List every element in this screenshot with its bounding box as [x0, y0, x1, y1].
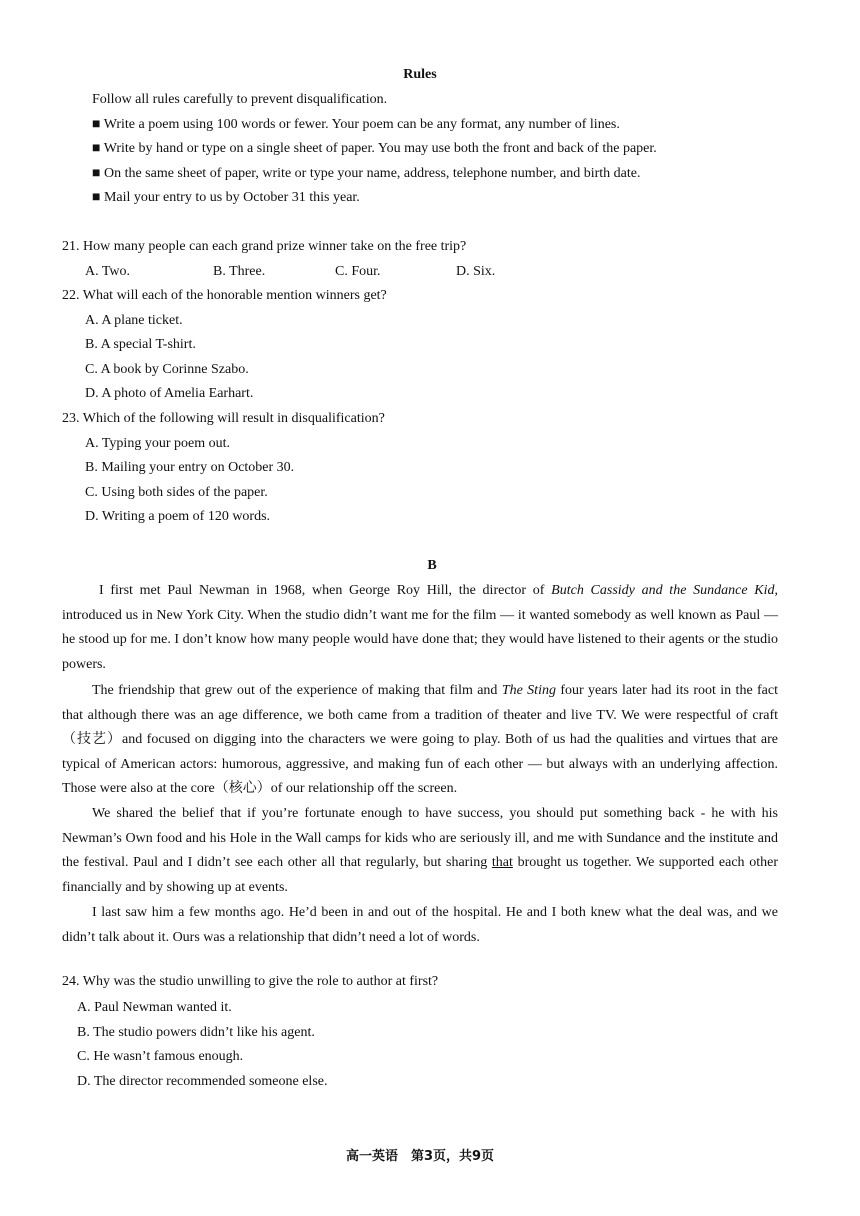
option-23-d: D. Writing a poem of 120 words.	[85, 509, 271, 524]
option-24-b: B. The studio powers didn’t like his agent.	[77, 1025, 315, 1040]
passage-paragraph-2	[62, 679, 778, 802]
option-24-c: C. He wasn’t famous enough.	[77, 1049, 244, 1064]
rule-item: ■ Mail your entry to us by October 31 this year.	[92, 190, 360, 205]
passage-paragraph-4: I last saw him a few months ago. He’d been in and out of the hospital. He and I both knew what the deal was, and we didn’t talk about it. Ours was a relationship that didn’t need a lot of words.	[62, 905, 778, 945]
section-b-title: B	[427, 558, 437, 573]
option-22-b: B. A special T-shirt.	[85, 337, 196, 352]
rule-item: ■ Write by hand or type on a single sheet of paper. You may use both the front and back of the paper.	[92, 141, 657, 156]
film-title: The Sting	[501, 683, 556, 698]
rules-intro: Follow all rules carefully to prevent disqualification.	[92, 92, 388, 107]
option-21-a: A. Two.	[85, 264, 131, 279]
rules-title: Rules	[403, 67, 437, 82]
option-24-d: D. The director recommended someone else.	[77, 1074, 328, 1089]
p3-text: We shared the belief that if you’re fortunate enough to have success, you should put something back - he with his Newman’s Own food and his Hole in the Wall camps for kids who are seriously ill, and me with Sundance and the institute and the festival. Paul and I didn’t see each other all that regularly, but sharing	[62, 806, 778, 871]
option-22-d: D. A photo of Amelia Earhart.	[85, 386, 254, 401]
option-23-b: B. Mailing your entry on October 30.	[85, 460, 295, 475]
p2-text: four years later had its root in the fact that although there was an age difference, we both came from a tradition of theater and live TV. We were respectful of craft（技艺）and focused on digging into the characters we were going to play. Both of us had the qualities and virtues that are typical of American actors: humorous, aggressive, and making fun of each other — but always with an underlying affection. Those were also at the core（核心）of our relationship off the screen.	[62, 683, 779, 797]
rule-item: ■ Write a poem using 100 words or fewer. Your poem can be any format, any number of lines.	[92, 117, 620, 132]
rule-item: ■ On the same sheet of paper, write or type your name, address, telephone number, and birth date.	[92, 166, 641, 181]
option-22-c: C. A book by Corinne Szabo.	[85, 362, 249, 377]
page-footer: 高一英语 第3页，共9页	[345, 1149, 495, 1164]
question-22: 22. What will each of the honorable mention winners get?	[62, 288, 387, 303]
question-24: 24. Why was the studio unwilling to give the role to author at first?	[62, 974, 439, 989]
question-23: 23. Which of the following will result in disqualification?	[62, 411, 385, 426]
option-23-c: C. Using both sides of the paper.	[85, 485, 268, 500]
option-24-a: A. Paul Newman wanted it.	[77, 1000, 232, 1015]
option-22-a: A. A plane ticket.	[85, 313, 183, 328]
option-21-b: B. Three.	[213, 264, 266, 279]
option-23-a: A. Typing your poem out.	[85, 436, 230, 451]
passage-paragraph-3	[62, 802, 778, 900]
p3-text: brought us together. We supported each other financially and by showing up at events.	[62, 855, 778, 895]
option-21-d: D. Six.	[456, 264, 496, 279]
passage-paragraph-1	[62, 579, 778, 677]
film-title: Butch Cassidy and the Sundance Kid	[551, 583, 775, 598]
p2-text: The friendship that grew out of the experience of making that film and	[92, 683, 502, 698]
p1-text: , introduced us in New York City. When the studio didn’t want me for the film — it wanted somebody as well known as Paul — he stood up for me. I don’t know how many people would have done that; they would have listened to their agents or the studio powers.	[62, 583, 778, 672]
underlined-word: that	[491, 855, 513, 871]
p1-text: I first met Paul Newman in 1968, when George Roy Hill, the director of	[99, 583, 552, 598]
option-21-c: C. Four.	[335, 264, 381, 279]
question-21: 21. How many people can each grand prize winner take on the free trip?	[62, 239, 467, 254]
